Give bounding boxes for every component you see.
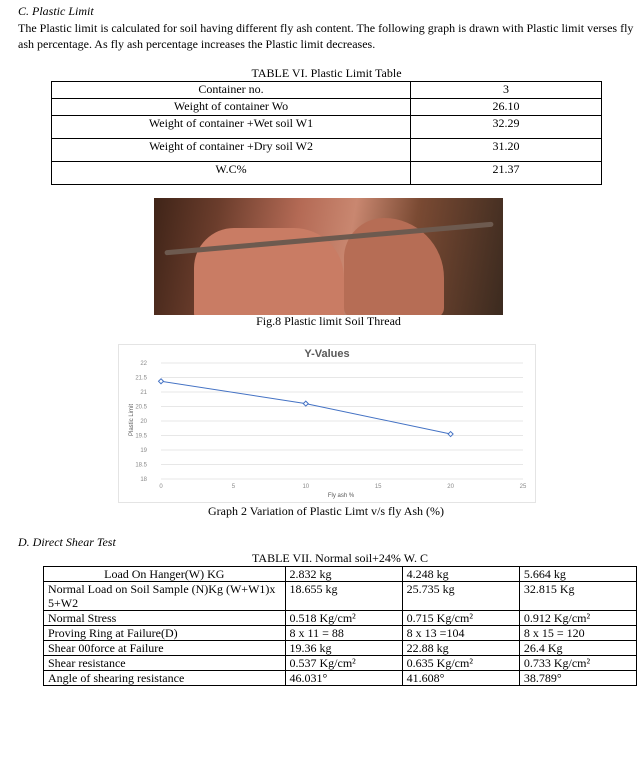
x-tick-label: 10 [302,484,310,490]
table-cell: 0.912 Kg/cm² [519,611,636,626]
data-point [159,379,164,384]
direct-shear-table [43,566,637,686]
y-tick-label: 19.5 [135,433,147,440]
table-row [44,582,637,611]
table-cell: 0.715 Kg/cm² [402,611,519,626]
x-tick-label: 0 [159,484,163,490]
x-tick-label: 25 [519,484,527,490]
table-row [44,641,637,656]
table-cell: Shear resistance [44,656,286,671]
table-row [52,82,602,99]
plastic-limit-chart [118,344,536,503]
table-cell: 32.29 [411,116,602,139]
y-tick-label: 21 [140,390,147,396]
table-cell: Normal Load on Soil Sample (N)Kg (W+W1)x 5+W2 [44,582,286,611]
section-c-heading: C. Plastic Limit [18,4,94,18]
table-cell: 21.37 [411,162,602,185]
table-cell: 38.789° [519,671,636,686]
table-cell: 5.664 kg [519,567,636,582]
table-row [44,671,637,686]
table-cell: Load On Hanger(W) KG [44,567,286,582]
table-cell: 26.10 [411,99,602,116]
soil-thread-photo [154,198,503,315]
table-cell: Weight of container +Dry soil W2 [52,139,411,162]
table-cell: 41.608° [402,671,519,686]
chart-x-axis-label: Fly ash % [327,493,355,499]
x-tick-label: 15 [374,484,382,490]
y-tick-label: 21.5 [135,375,147,382]
table7-caption: TABLE VII. Normal soil+24% W. C [252,551,428,565]
table-cell: 46.031° [285,671,402,686]
table-cell: Weight of container Wo [52,99,411,116]
y-tick-label: 20.5 [135,404,147,411]
table-row [52,99,602,116]
table-cell: Weight of container +Wet soil W1 [52,116,411,139]
table-row [52,116,602,139]
table-cell: 2.832 kg [285,567,402,582]
table-cell: 4.248 kg [402,567,519,582]
section-c-paragraph: The Plastic limit is calculated for soil having different fly ash content. The following graph is drawn with Plastic limit verses fly ash percentage. As fly ash percentage increases the Plastic limit decreases. [18,21,634,51]
table6-caption: TABLE VI. Plastic Limit Table [251,66,402,80]
table-cell: 8 x 11 = 88 [285,626,402,641]
y-tick-label: 22 [140,361,147,367]
table-cell: 18.655 kg [285,582,402,611]
table-row [44,611,637,626]
section-d-heading: D. Direct Shear Test [18,535,116,549]
table-cell: 31.20 [411,139,602,162]
table-row [52,139,602,162]
table-cell: Angle of shearing resistance [44,671,286,686]
y-tick-label: 19 [140,448,147,454]
chart-title: Y-Values [304,348,350,360]
table-cell: 19.36 kg [285,641,402,656]
table-cell: 8 x 13 =104 [402,626,519,641]
plastic-limit-table [51,81,602,185]
table-cell: 22.88 kg [402,641,519,656]
table-cell: Container no. [52,82,411,99]
table-cell: 32.815 Kg [519,582,636,611]
table-cell: 0.635 Kg/cm² [402,656,519,671]
table-cell: 0.537 Kg/cm² [285,656,402,671]
table-cell: 8 x 15 = 120 [519,626,636,641]
table-cell: Shear 00force at Failure [44,641,286,656]
graph2-caption: Graph 2 Variation of Plastic Limt v/s fly Ash (%) [207,504,445,518]
x-tick-label: 20 [447,484,454,490]
table-row [44,656,637,671]
table-row [52,162,602,185]
figure8-caption: Fig.8 Plastic limit Soil Thread [256,314,401,328]
y-tick-label: 18 [140,477,147,483]
chart-y-axis-label: Plastic Limit [129,403,135,437]
table-cell: 0.518 Kg/cm² [285,611,402,626]
table-row [44,626,637,641]
series-line [161,381,451,434]
table-cell: 25.735 kg [402,582,519,611]
chart-svg [119,345,535,502]
data-point [303,401,308,406]
table-cell: 3 [411,82,602,99]
table-cell: 26.4 Kg [519,641,636,656]
table-cell: Proving Ring at Failure(D) [44,626,286,641]
y-tick-label: 20 [140,419,147,425]
table-cell: Normal Stress [44,611,286,626]
table-row [44,567,637,582]
x-tick-label: 5 [231,484,236,490]
y-tick-label: 18.5 [135,462,147,469]
table-cell: W.C% [52,162,411,185]
table-cell: 0.733 Kg/cm² [519,656,636,671]
